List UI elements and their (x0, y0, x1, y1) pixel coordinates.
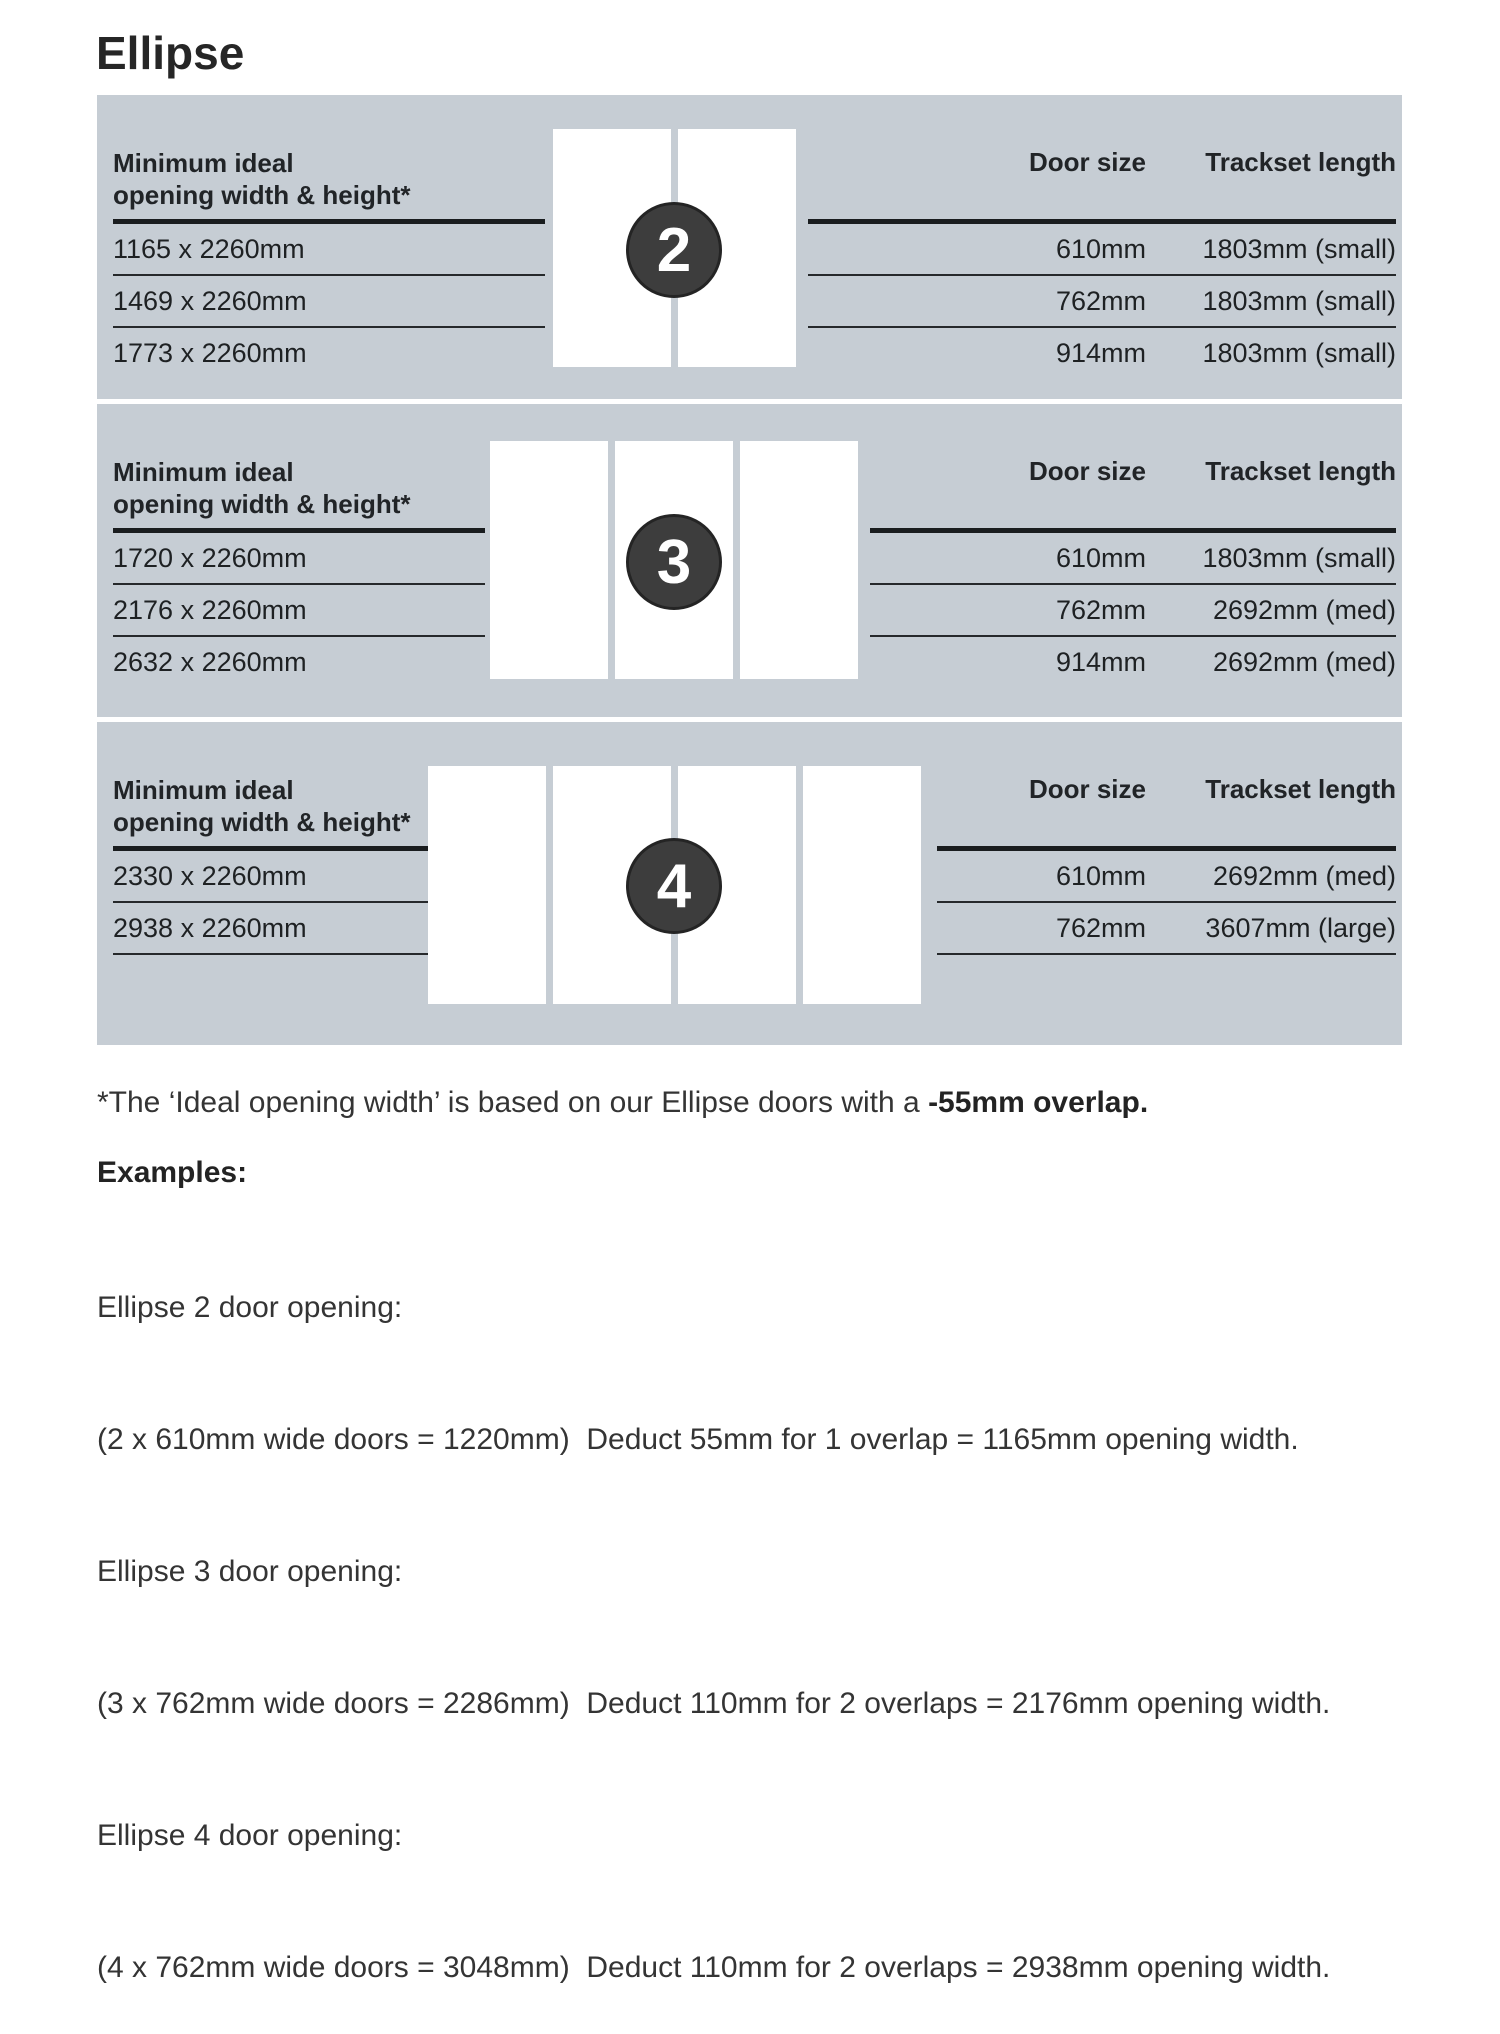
example-line: (2 x 610mm wide doors = 1220mm) Deduct 55mm for 1 overlap = 1165mm opening width. (97, 1423, 1299, 1456)
door-count-badge: 2 (626, 202, 722, 298)
door-panel (428, 766, 546, 1004)
door-size-value: 914mm (1055, 337, 1146, 368)
trackset-header: Trackset length (1205, 147, 1396, 177)
opening-row: 1773 x 2260mm (113, 337, 307, 368)
opening-header (113, 456, 485, 528)
example-line: Ellipse 2 door opening: (97, 1291, 403, 1324)
section-2-door (97, 95, 1402, 399)
door-panel (740, 441, 858, 679)
size-table-header (808, 147, 1396, 219)
size-row (808, 328, 1396, 378)
size-table (937, 774, 1396, 955)
opening-header-line1: Minimum ideal (113, 148, 294, 178)
opening-header-line2: opening width & height* (113, 180, 411, 210)
door-size-value: 610mm (1055, 542, 1146, 573)
trackset-value: 2692mm (med) (1212, 594, 1396, 625)
door-size-header: Door size (1028, 774, 1146, 804)
trackset-header: Trackset length (1205, 456, 1396, 486)
size-table (808, 147, 1396, 378)
door-size-value: 610mm (1055, 860, 1146, 891)
section-3-door (97, 404, 1402, 717)
trackset-header: Trackset length (1205, 774, 1396, 804)
spec-panel (97, 95, 1402, 1045)
door-size-value: 762mm (1055, 594, 1146, 625)
door-panel (803, 766, 921, 1004)
opening-row: 2938 x 2260mm (113, 903, 441, 955)
opening-row: 2330 x 2260mm (113, 851, 441, 903)
opening-row: 2632 x 2260mm (113, 646, 307, 677)
example-line: (3 x 762mm wide doors = 2286mm) Deduct 110mm for 2 overlaps = 2176mm opening width. (97, 1687, 1331, 1720)
example-line: Ellipse 4 door opening: (97, 1819, 403, 1852)
size-table-header (937, 774, 1396, 846)
size-row (870, 585, 1396, 637)
size-row (808, 276, 1396, 328)
opening-header-line1: Minimum ideal (113, 775, 294, 805)
trackset-value: 1803mm (small) (1202, 285, 1396, 316)
trackset-value: 1803mm (small) (1202, 337, 1396, 368)
examples-list (97, 1198, 1330, 2034)
opening-size-table (113, 456, 485, 687)
size-row (870, 533, 1396, 585)
size-row (808, 224, 1396, 276)
examples-heading: Examples: (97, 1156, 248, 1189)
footnote-bold: -55mm overlap. (928, 1086, 1149, 1119)
opening-size-table (113, 774, 441, 955)
door-size-header: Door size (1028, 147, 1146, 177)
door-count-badge: 3 (626, 514, 722, 610)
example-line: (4 x 762mm wide doors = 3048mm) Deduct 110mm for 2 overlaps = 2938mm opening width. (97, 1951, 1331, 1984)
door-count-badge: 4 (626, 838, 722, 934)
opening-header-line2: opening width & height* (113, 807, 411, 837)
door-size-header: Door size (1028, 456, 1146, 486)
footnote (97, 1086, 1148, 1120)
size-table (870, 456, 1396, 687)
opening-row: 1469 x 2260mm (113, 276, 545, 328)
page-title: Ellipse (96, 27, 245, 79)
door-size-value: 762mm (1055, 912, 1146, 943)
size-row (937, 851, 1396, 903)
size-row (937, 903, 1396, 955)
opening-header-line2: opening width & height* (113, 489, 411, 519)
trackset-value: 1803mm (small) (1202, 233, 1396, 264)
trackset-value: 2692mm (med) (1212, 646, 1396, 677)
door-panel (490, 441, 608, 679)
opening-size-table (113, 147, 545, 378)
trackset-value: 2692mm (med) (1212, 860, 1396, 891)
trackset-value: 3607mm (large) (1205, 912, 1396, 943)
opening-row: 1720 x 2260mm (113, 533, 485, 585)
opening-header-line1: Minimum ideal (113, 457, 294, 487)
door-size-value: 610mm (1055, 233, 1146, 264)
opening-header (113, 147, 545, 219)
opening-row: 1165 x 2260mm (113, 224, 545, 276)
opening-header (113, 774, 441, 846)
opening-row: 2176 x 2260mm (113, 585, 485, 637)
size-row (870, 637, 1396, 687)
footnote-regular: *The ‘Ideal opening width’ is based on our Ellipse doors with a (97, 1086, 929, 1119)
door-size-value: 914mm (1055, 646, 1146, 677)
trackset-value: 1803mm (small) (1202, 542, 1396, 573)
size-table-header (870, 456, 1396, 528)
section-4-door (97, 722, 1402, 1045)
door-size-value: 762mm (1055, 285, 1146, 316)
example-line: Ellipse 3 door opening: (97, 1555, 403, 1588)
